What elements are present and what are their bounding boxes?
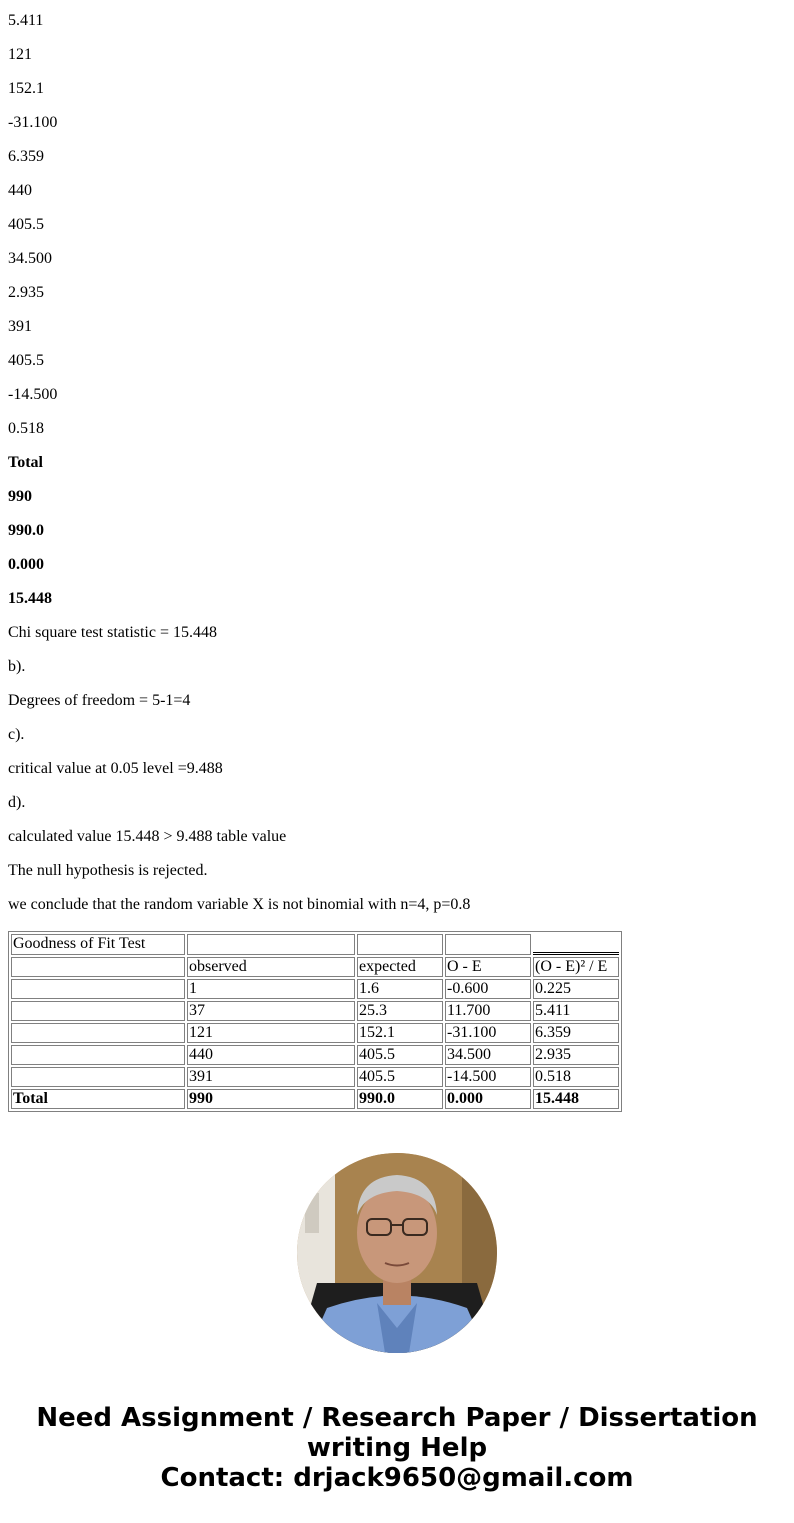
table-cell [533,934,619,955]
table-cell: 11.700 [445,1001,531,1021]
table-cell: 6.359 [533,1023,619,1043]
table-cell: 0.000 [445,1089,531,1109]
table-cell: -14.500 [445,1067,531,1087]
table-cell [187,934,355,955]
banner-line-2: writing Help [306,1433,488,1463]
text-line: 440 [8,182,32,199]
text-line: Degrees of freedom = 5-1=4 [8,692,191,709]
help-banner [0,1403,794,1493]
table-cell: 990.0 [357,1089,443,1109]
text-line: 2.935 [8,284,44,301]
text-line: 405.5 [8,352,44,369]
table-cell [11,1023,185,1043]
table-cell: Total [11,1089,185,1109]
text-line: The null hypothesis is rejected. [8,862,208,879]
table-cell [11,1067,185,1087]
table-cell: 405.5 [357,1045,443,1065]
text-line: 0.000 [8,556,44,573]
table-cell [11,957,185,977]
text-line: 0.518 [8,420,44,437]
table-cell [357,934,443,955]
table-row [11,1001,619,1021]
banner-line-1: Need Assignment / Research Paper / Dissertation [36,1403,758,1433]
table-row [11,1045,619,1065]
text-line: 15.448 [8,590,52,607]
table-cell: 405.5 [357,1067,443,1087]
table-cell: O - E [445,957,531,977]
text-line: 6.359 [8,148,44,165]
table-cell: 1 [187,979,355,999]
table-row [11,1023,619,1043]
table-cell: 34.500 [445,1045,531,1065]
text-line: critical value at 0.05 level =9.488 [8,760,223,777]
table-cell: 15.448 [533,1089,619,1109]
table-cell: 391 [187,1067,355,1087]
table-cell: observed [187,957,355,977]
text-line: d). [8,794,26,811]
table-cell: 5.411 [533,1001,619,1021]
table-cell [445,934,531,955]
text-line: calculated value 15.448 > 9.488 table value [8,828,287,845]
text-line: 121 [8,46,32,63]
table-cell: 2.935 [533,1045,619,1065]
text-line: 405.5 [8,216,44,233]
text-line: Chi square test statistic = 15.448 [8,624,217,641]
text-line: 34.500 [8,250,52,267]
text-line: we conclude that the random variable X is not binomial with n=4, p=0.8 [8,896,471,913]
table-cell: expected [357,957,443,977]
table-total-row [11,1089,619,1109]
table-header-row [11,957,619,977]
table-title-row [11,934,619,955]
text-line: Total [8,454,43,471]
table-cell: 37 [187,1001,355,1021]
table-cell: 440 [187,1045,355,1065]
table-cell: 152.1 [357,1023,443,1043]
text-line: 990.0 [8,522,44,539]
avatar-image [297,1153,497,1353]
table-title: Goodness of Fit Test [11,934,185,955]
table-cell [11,979,185,999]
table-cell: 25.3 [357,1001,443,1021]
text-line: c). [8,726,25,743]
table-cell: (O - E)² / E [533,957,619,977]
table-row [11,979,619,999]
table-cell: 121 [187,1023,355,1043]
text-line: 152.1 [8,80,44,97]
author-avatar [297,1153,497,1353]
text-line: -31.100 [8,114,58,131]
table-cell: -31.100 [445,1023,531,1043]
table-cell: 0.225 [533,979,619,999]
text-line: 5.411 [8,12,44,29]
text-line: 391 [8,318,32,335]
text-line: 990 [8,488,32,505]
table-cell: -0.600 [445,979,531,999]
text-line: b). [8,658,26,675]
banner-line-3: Contact: drjack9650@gmail.com [160,1463,634,1493]
table-cell [11,1045,185,1065]
table-cell [11,1001,185,1021]
table-row [11,1067,619,1087]
table-cell: 0.518 [533,1067,619,1087]
text-line: -14.500 [8,386,58,403]
table-cell: 1.6 [357,979,443,999]
goodness-of-fit-table [8,931,622,1112]
answer-text [8,0,786,930]
table-cell: 990 [187,1089,355,1109]
